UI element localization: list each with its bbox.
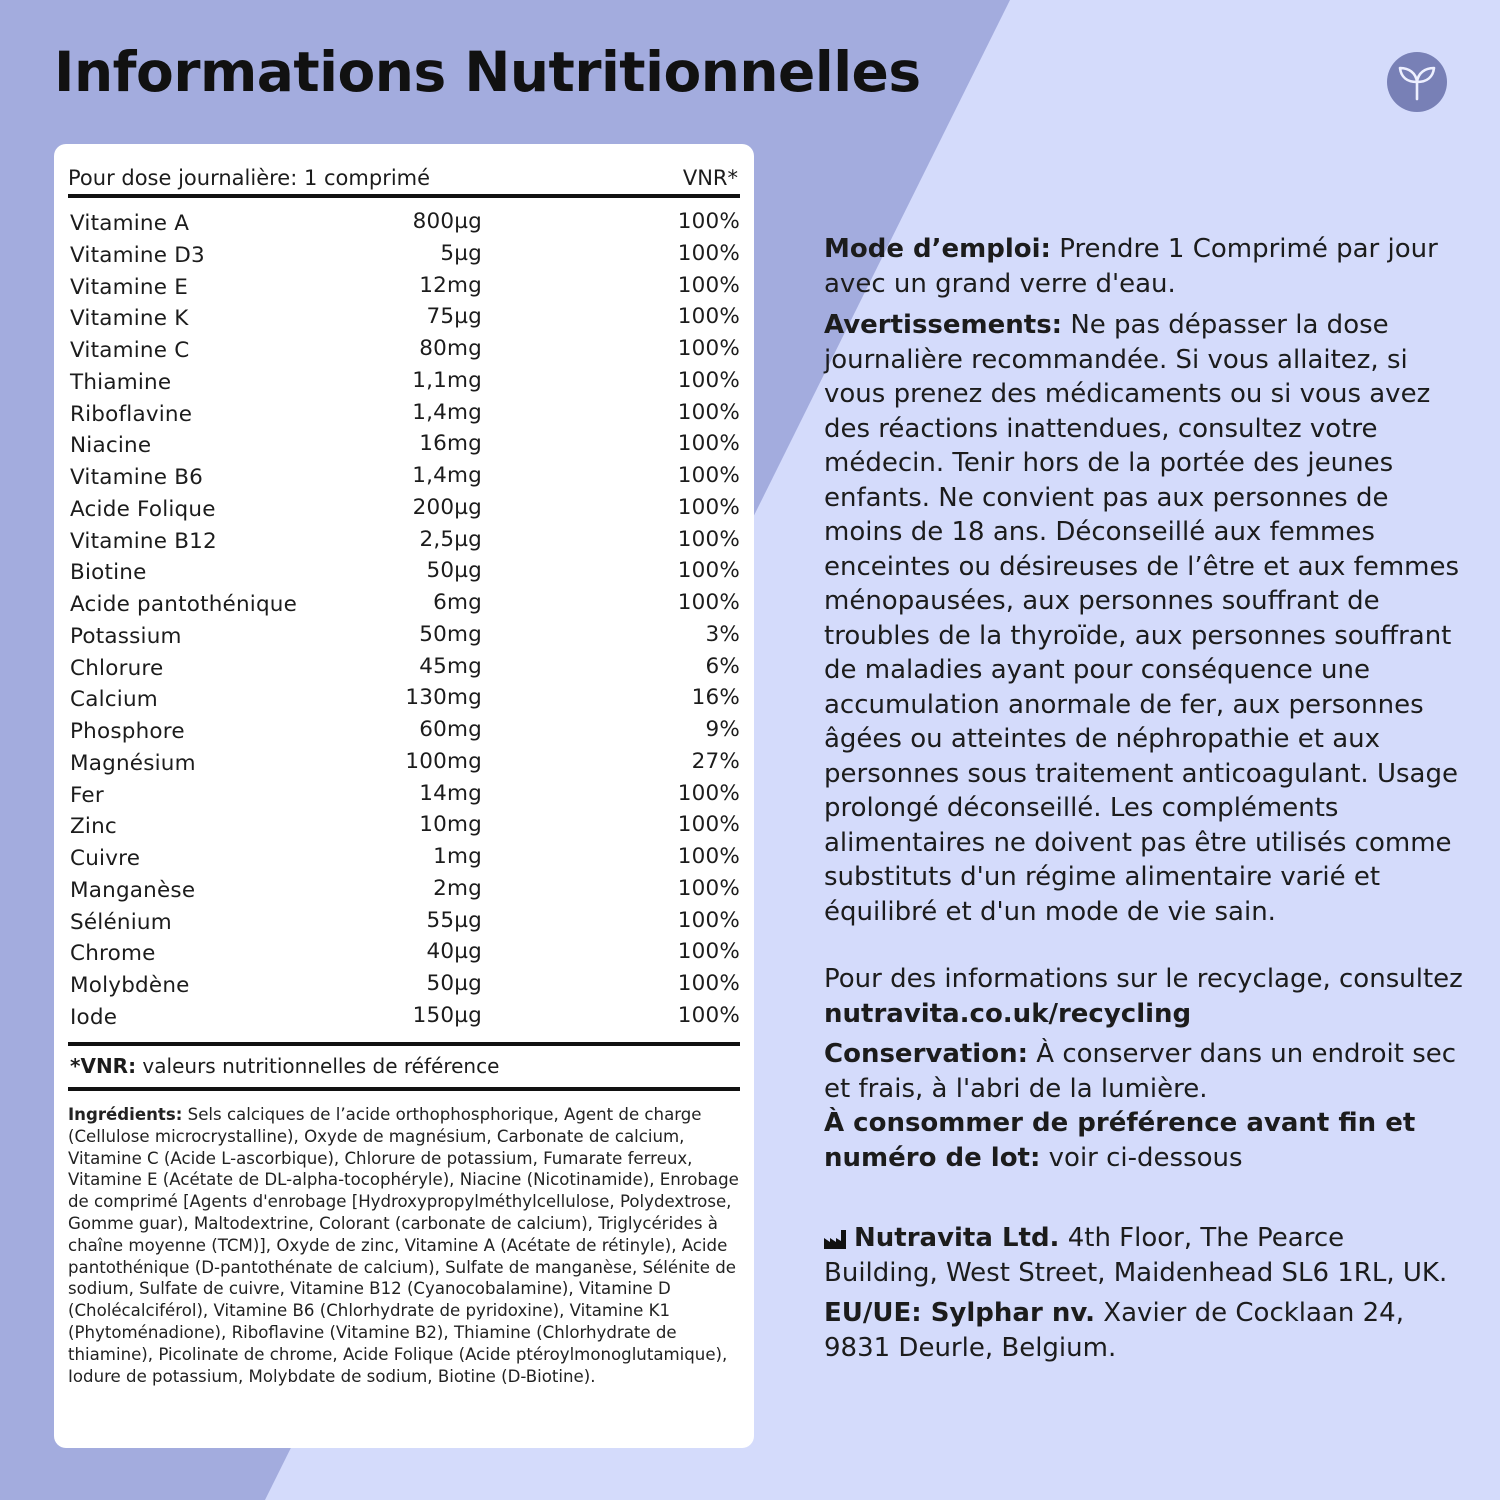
nutrient-name: Biotine xyxy=(70,560,147,586)
table-row xyxy=(70,492,740,524)
table-row xyxy=(70,809,740,841)
table-row xyxy=(70,270,740,302)
footnote-label: *VNR: xyxy=(70,1054,137,1078)
warnings-text: Ne pas dépasser la dose journalière recommandée. Si vous allaitez, si vous prenez des médicaments ou si vous avez des réactions inattendues, consultez votre médecin. Tenir hors de la portée des jeunes enfants. Ne convient pas aux personnes de moins de 18 ans. Déconseillé aux femmes enceintes ou désireuses de l’être et aux femmes ménopausées, aux personnes souffrant de troubles de la thyroïde, aux personnes souffrant de maladies ayant pour conséquence une accumulation anormale de fer, aux personnes âgées ou atteintes de néphropathie et aux personnes sous traitement anticoagulant. Usage prolongé déconseillé. Les compléments alimentaires ne doivent pas être utilisés comme substituts d'un régime alimentaire varié et équilibré et d'un mode de vie sain. xyxy=(824,310,1460,927)
nutrition-card xyxy=(54,144,754,1448)
table-row xyxy=(70,460,740,492)
nutrient-amount: 60mg xyxy=(419,717,482,742)
nutrient-amount: 1mg xyxy=(433,844,482,869)
storage-label: Conservation: xyxy=(824,1039,1028,1069)
eu-representative xyxy=(824,1296,1464,1365)
nutrient-amount: 1,1mg xyxy=(412,367,482,393)
table-row xyxy=(70,873,740,905)
nutrient-amount: 6mg xyxy=(433,590,482,615)
recycling-link[interactable]: nutravita.co.uk/recycling xyxy=(824,998,1192,1029)
nutrient-name: Vitamine C xyxy=(70,338,190,363)
table-row xyxy=(70,555,740,587)
nutrient-amount: 5µg xyxy=(440,240,482,266)
nutrient-amount: 2mg xyxy=(433,875,482,901)
nutrient-amount: 150µg xyxy=(412,1002,482,1028)
nutrient-vnr: 100% xyxy=(677,367,740,393)
table-row xyxy=(70,397,740,429)
table-row xyxy=(70,841,740,873)
nutrient-vnr: 100% xyxy=(677,590,740,615)
nutrient-amount: 50µg xyxy=(426,558,482,584)
ingredients xyxy=(68,1104,748,1387)
nutrient-name: Fer xyxy=(70,782,104,808)
table-row xyxy=(70,905,740,937)
nutrient-vnr: 100% xyxy=(677,399,740,425)
best-before-label: À consommer de préférence avant fin et numéro de lot: xyxy=(824,1108,1416,1173)
usage-instructions xyxy=(824,232,1464,301)
nutrient-amount: 12mg xyxy=(419,272,482,298)
nutrient-vnr: 100% xyxy=(677,463,740,488)
nutrient-amount: 50µg xyxy=(426,971,482,996)
eu-address: Xavier de Cocklaan 24, 9831 Deurle, Belgium. xyxy=(824,1298,1404,1363)
table-row xyxy=(70,746,740,778)
nutrient-amount: 45mg xyxy=(419,653,482,679)
nutrient-amount: 50mg xyxy=(419,621,482,647)
table-row xyxy=(70,524,740,556)
usage-text: Prendre 1 Comprimé par jour avec un grand verre d'eau. xyxy=(824,234,1438,299)
warnings-label: Avertissements: xyxy=(824,310,1063,340)
leaf-icon xyxy=(1387,52,1447,112)
nutrient-name: Riboflavine xyxy=(70,401,193,427)
best-before-info xyxy=(824,1106,1464,1175)
nutrient-name: Vitamine B12 xyxy=(70,528,217,554)
nutrient-vnr: 27% xyxy=(691,748,740,774)
manufacturer-info xyxy=(824,1221,1464,1290)
table-row xyxy=(70,778,740,810)
manufacturer-address: 4th Floor, The Pearce Building, West Street, Maidenhead SL6 1RL, UK. xyxy=(824,1223,1448,1288)
manufacturer-name: Nutravita Ltd. xyxy=(854,1223,1060,1253)
factory-icon xyxy=(824,1229,848,1249)
nutrient-vnr: 3% xyxy=(705,621,740,647)
nutrient-amount: 1,4mg xyxy=(412,399,482,425)
nutrient-name: Phosphore xyxy=(70,719,185,744)
nutrient-vnr: 6% xyxy=(705,653,740,679)
table-header xyxy=(68,162,738,194)
nutrient-name: Magnésium xyxy=(70,750,196,776)
nutrient-vnr: 100% xyxy=(677,971,740,996)
table-row xyxy=(70,936,740,968)
nutrient-amount: 14mg xyxy=(419,780,482,806)
table-row xyxy=(70,365,740,397)
nutrient-name: Sélénium xyxy=(70,909,172,935)
table-row xyxy=(70,968,740,1000)
nutrient-name: Acide pantothénique xyxy=(70,592,298,617)
product-info xyxy=(824,232,1464,1365)
footnote-text: valeurs nutritionnelles de référence xyxy=(136,1054,500,1078)
nutrient-vnr: 100% xyxy=(677,494,740,520)
nutrient-amount: 100mg xyxy=(405,748,482,774)
nutrient-name: Zinc xyxy=(70,814,117,840)
nutrient-amount: 40µg xyxy=(426,939,482,965)
vnr-footnote xyxy=(70,1050,499,1082)
table-row xyxy=(70,587,740,619)
nutrient-amount: 80mg xyxy=(419,336,482,361)
nutrient-vnr: 9% xyxy=(705,717,740,742)
eu-label: EU/UE: Sylphar nv. xyxy=(824,1298,1096,1328)
nutrient-name: Vitamine E xyxy=(70,274,189,300)
vnr-header: VNR* xyxy=(682,166,738,190)
nutrient-vnr: 100% xyxy=(677,780,740,806)
storage-text: À conserver dans un endroit sec et frais, à l'abri de la lumière. xyxy=(824,1039,1457,1104)
footnote-rule xyxy=(68,1087,740,1091)
warnings xyxy=(824,308,1464,929)
page-title: Informations Nutritionnelles xyxy=(54,40,921,104)
nutrient-vnr: 100% xyxy=(677,240,740,266)
recycling-text: Pour des informations sur le recyclage, consultez xyxy=(824,964,1463,994)
table-row xyxy=(70,238,740,270)
nutrient-vnr: 100% xyxy=(677,907,740,933)
table-top-rule xyxy=(68,194,740,198)
nutrient-vnr: 100% xyxy=(677,939,740,965)
nutrient-rows xyxy=(70,206,740,1032)
nutrient-name: Iode xyxy=(70,1004,118,1030)
nutrient-amount: 2,5µg xyxy=(419,526,482,552)
nutrient-name: Calcium xyxy=(70,687,158,713)
table-row xyxy=(70,301,740,333)
nutrient-amount: 55µg xyxy=(426,907,482,933)
nutrient-amount: 16mg xyxy=(419,431,482,457)
nutrient-amount: 800µg xyxy=(412,209,482,234)
nutrient-vnr: 100% xyxy=(677,272,740,298)
nutrient-name: Vitamine A xyxy=(70,211,190,236)
nutrient-name: Thiamine xyxy=(70,369,172,395)
usage-label: Mode d’emploi: xyxy=(824,234,1051,264)
nutrient-vnr: 100% xyxy=(677,875,740,901)
ingredients-label: Ingrédients: xyxy=(68,1105,183,1124)
table-row xyxy=(70,714,740,746)
nutrient-name: Acide Folique xyxy=(70,496,216,522)
nutrient-name: Chlorure xyxy=(70,655,164,681)
nutrient-amount: 200µg xyxy=(412,494,482,520)
table-row xyxy=(70,682,740,714)
nutrient-vnr: 100% xyxy=(677,812,740,838)
nutrient-amount: 75µg xyxy=(426,304,482,330)
nutrient-vnr: 100% xyxy=(677,526,740,552)
nutrient-vnr: 100% xyxy=(677,336,740,361)
nutrient-vnr: 100% xyxy=(677,209,740,234)
ingredients-text: Sels calciques de l’acide orthophosphorique, Agent de charge (Cellulose microcrystalline), Oxyde de magnésium, Carbonate de calcium, Vitamine C (Acide L-ascorbique), Chlorure de potassium, Fumarate ferreux, Vitamine E (Acétate de DL-alpha-tocophéryle), Niacine (Nicotinamide), Enrobage de comprimé [Agents d'enrobage [Hydroxypropylméthylcellulose, Polydextrose, Gomme guar), Maltodextrine, Colorant (carbonate de calcium), Triglycérides à chaîne moyenne (TCM)], Oxyde de zinc, Vitamine A (Acétate de rétinyle), Acide pantothénique (D-pantothénate de calcium), Sulfate de manganèse, Sélénite de sodium, Sulfate de cuivre, Vitamine B12 (Cyanocobalamine), Vitamine D (Cholécalciférol), Vitamine B6 (Chlorhydrate de pyridoxine), Vitamine K1 (Phytoménadione), Riboflavine (Vitamine B2), Thiamine (Chlorhydrate de thiamine), Picolinate de chrome, Acide Folique (Acide ptéroylmonoglutamique), Iodure de potassium, Molybdate de sodium, Biotine (D-Biotine). xyxy=(68,1105,739,1386)
nutrient-amount: 10mg xyxy=(419,812,482,838)
nutrient-vnr: 100% xyxy=(677,431,740,457)
nutrient-name: Vitamine D3 xyxy=(70,242,205,268)
nutrient-vnr: 100% xyxy=(677,304,740,330)
table-row xyxy=(70,333,740,365)
table-row xyxy=(70,428,740,460)
table-row xyxy=(70,206,740,238)
table-row xyxy=(70,1000,740,1032)
nutrient-name: Vitamine B6 xyxy=(70,465,204,490)
nutrient-name: Niacine xyxy=(70,433,152,459)
best-before-text: voir ci-dessous xyxy=(1040,1142,1243,1173)
nutrient-vnr: 16% xyxy=(691,685,740,711)
nutrient-vnr: 100% xyxy=(677,558,740,584)
nutrient-amount: 130mg xyxy=(405,685,482,711)
nutrient-name: Vitamine K xyxy=(70,306,189,332)
nutrient-vnr: 100% xyxy=(677,844,740,869)
table-bottom-rule xyxy=(68,1042,740,1046)
nutrient-vnr: 100% xyxy=(677,1002,740,1028)
nutrient-name: Potassium xyxy=(70,623,182,649)
nutrient-name: Molybdène xyxy=(70,973,190,998)
table-row xyxy=(70,651,740,683)
recycling-info xyxy=(824,962,1464,1031)
nutrient-name: Manganèse xyxy=(70,877,196,903)
table-row xyxy=(70,619,740,651)
nutrient-name: Cuivre xyxy=(70,846,141,871)
storage-info xyxy=(824,1037,1464,1106)
nutrient-name: Chrome xyxy=(70,941,156,967)
dose-value: 1 comprimé xyxy=(297,166,431,190)
dose-label: Pour dose journalière: xyxy=(68,166,298,190)
nutrient-amount: 1,4mg xyxy=(412,463,482,488)
